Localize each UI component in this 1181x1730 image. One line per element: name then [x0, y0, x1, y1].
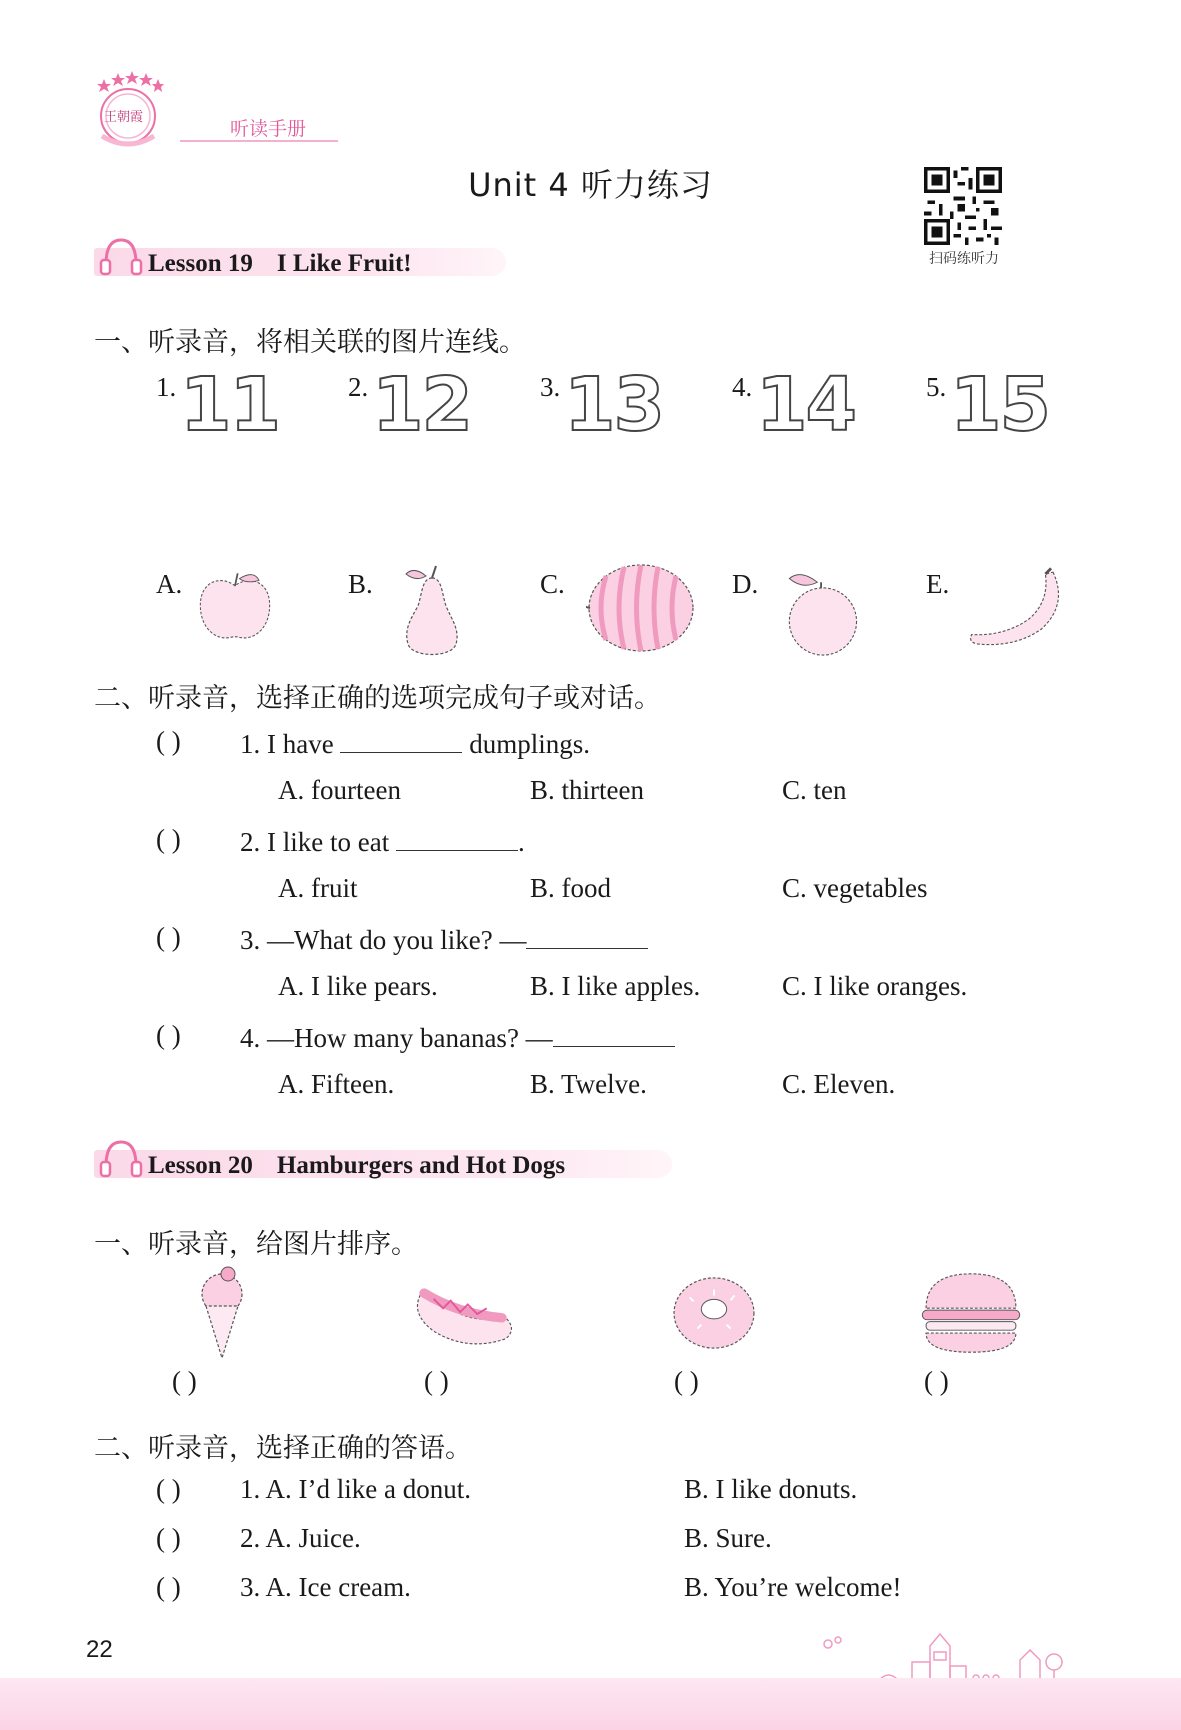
page-number: 22: [86, 1636, 113, 1663]
option-a: A. fourteen: [278, 775, 401, 805]
item-label: 3.: [540, 372, 561, 402]
dotted-number: 13: [564, 362, 663, 448]
item-label: 4.: [732, 372, 753, 402]
item-label: 1.: [156, 372, 177, 402]
dotted-number: 14: [756, 362, 855, 448]
donut-icon: [670, 1274, 758, 1352]
option-b: B. I like apples.: [530, 971, 701, 1001]
lesson-title: I Like Fruit!: [276, 250, 412, 277]
dotted-number: 12: [372, 362, 471, 448]
lesson-number: Lesson 20: [148, 1152, 253, 1179]
answer-parentheses[interactable]: ( ): [156, 1020, 181, 1050]
option-c: C. vegetables: [782, 873, 928, 903]
ice-cream-icon: [188, 1262, 258, 1362]
item-label: B.: [348, 569, 373, 599]
orange-icon: [780, 566, 864, 662]
dotted-number: 11: [180, 362, 279, 448]
answer-parentheses[interactable]: ( ): [156, 922, 181, 952]
question-stem: 4. —How many bananas? —: [240, 1020, 675, 1054]
lesson-title: Hamburgers and Hot Dogs: [276, 1152, 566, 1179]
booklet-label: 听读手册: [230, 118, 307, 140]
question-stem: 3. —What do you like? —: [240, 922, 648, 956]
item-label: A.: [156, 569, 183, 599]
banana-icon: [966, 566, 1070, 652]
item-label: 2.: [348, 372, 369, 402]
answer-parentheses[interactable]: ( ): [424, 1366, 449, 1396]
option-a: 2. A. Juice.: [240, 1523, 361, 1553]
headphones-icon: [98, 234, 144, 280]
lesson20-banner: [94, 1136, 672, 1184]
headphones-icon: [98, 1136, 144, 1182]
option-b: B. food: [530, 873, 611, 903]
section-title: 二、听录音，选择正确的选项完成句子或对话。: [94, 683, 661, 714]
question-stem: 2. I like to eat .: [240, 824, 525, 858]
section-title: 一、听录音，给图片排序。: [94, 1229, 418, 1260]
answer-parentheses[interactable]: ( ): [156, 1523, 181, 1553]
answer-parentheses[interactable]: ( ): [156, 1474, 181, 1504]
option-b: B. thirteen: [530, 775, 644, 805]
lesson-number: Lesson 19: [148, 250, 253, 277]
logo-text: 王朝霞: [104, 110, 144, 125]
answer-blank[interactable]: [396, 824, 518, 851]
dotted-number: 15: [950, 362, 1049, 448]
watermelon-icon: [586, 562, 696, 654]
option-c: C. ten: [782, 775, 847, 805]
option-c: C. I like oranges.: [782, 971, 968, 1001]
option-a: 1. A. I’d like a donut.: [240, 1474, 471, 1504]
option-b: B. Twelve.: [530, 1069, 647, 1099]
answer-blank[interactable]: [526, 922, 648, 949]
item-label: E.: [926, 569, 950, 599]
option-a: A. Fifteen.: [278, 1069, 395, 1099]
answer-blank[interactable]: [340, 726, 462, 753]
answer-parentheses[interactable]: ( ): [172, 1366, 197, 1396]
hot-dog-icon: [410, 1276, 516, 1352]
option-a: 3. A. Ice cream.: [240, 1572, 411, 1602]
item-label: C.: [540, 569, 565, 599]
hamburger-icon: [918, 1270, 1024, 1356]
answer-parentheses[interactable]: ( ): [156, 726, 181, 756]
option-a: A. fruit: [278, 873, 358, 903]
section-title: 一、听录音，将相关联的图片连线。: [94, 327, 526, 358]
lesson19-banner: [94, 234, 506, 282]
option-b: B. You’re welcome!: [684, 1572, 902, 1602]
section-title: 二、听录音，选择正确的答语。: [94, 1433, 472, 1464]
qr-code[interactable]: [924, 167, 1002, 245]
pear-icon: [396, 564, 466, 664]
answer-parentheses[interactable]: ( ): [924, 1366, 949, 1396]
option-c: C. Eleven.: [782, 1069, 896, 1099]
answer-blank[interactable]: [553, 1020, 675, 1047]
page-title: Unit 4 听力练习: [468, 166, 713, 204]
option-b: B. Sure.: [684, 1523, 772, 1553]
apple-icon: [192, 568, 278, 648]
lesson20-heading: [148, 1152, 565, 1180]
answer-parentheses[interactable]: ( ): [674, 1366, 699, 1396]
qr-caption: 扫码练听力: [929, 252, 999, 267]
answer-parentheses[interactable]: ( ): [156, 824, 181, 854]
option-a: A. I like pears.: [278, 971, 438, 1001]
answer-parentheses[interactable]: ( ): [156, 1572, 181, 1602]
option-b: B. I like donuts.: [684, 1474, 858, 1504]
item-label: D.: [732, 569, 759, 599]
footer-band: [0, 1678, 1181, 1730]
item-label: 5.: [926, 372, 947, 402]
header-divider: [180, 140, 338, 142]
lesson19-heading: [148, 250, 412, 278]
question-stem: 1. I have dumplings.: [240, 726, 590, 760]
